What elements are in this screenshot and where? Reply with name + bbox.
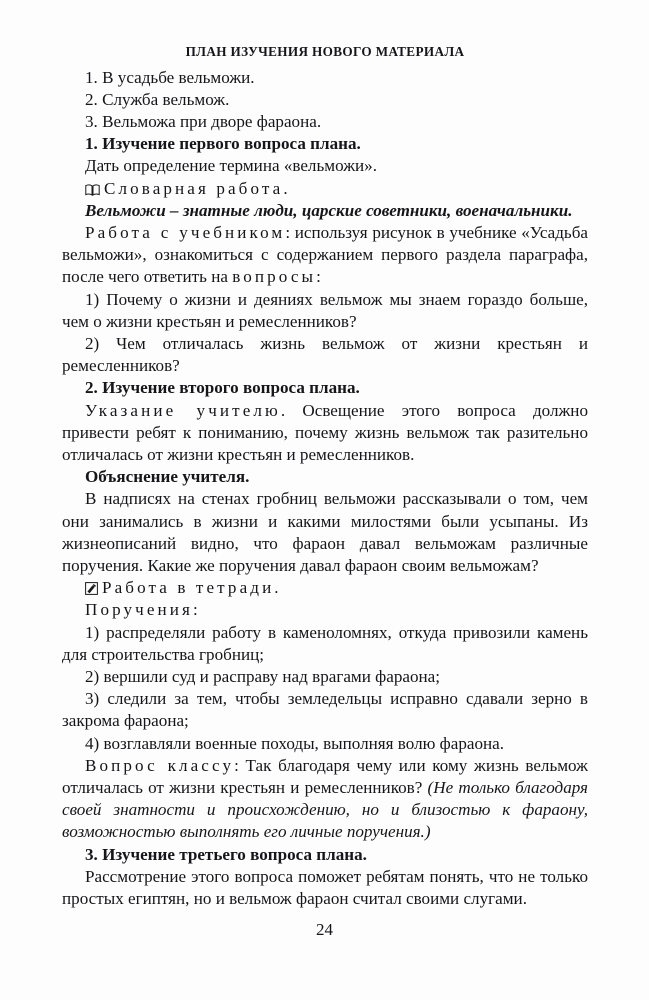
notebook-work-line	[62, 577, 588, 599]
questions-label: вопросы	[232, 267, 317, 287]
vocabulary-work-line	[62, 178, 588, 200]
assignments-label: Поручения:	[85, 600, 201, 620]
class-question-answer: (Не только благодаря своей знатности и происхождению, но и близостью к фараону, возможностью выполнять его личные поручения.)	[62, 778, 589, 842]
assignment-item-4: 4) возглавляли военные походы, выполняя волю фараона.	[85, 733, 505, 753]
explanation-heading: Объяснение учителя.	[85, 467, 250, 487]
section-heading-second-question: 2. Изучение второго вопроса плана.	[85, 378, 360, 398]
explanation-body: В надписях на стенах гробниц вельможи рассказывали о том, чем они занимались в жизни и какими милостями были усыпаны. Из жизнеописаний видно, что фараон давал вельможам различные поручения. Какие же поручения давал фараон своим вельможам?	[62, 489, 588, 575]
textbook-work-body: : используя рисунок в учебнике «Усадьба вельможи», ознакомиться с содержанием первого раздела параграфа, после чего ответить на	[62, 222, 588, 287]
class-question-label: Вопрос классу	[85, 755, 235, 775]
third-question-body: Рассмотрение этого вопроса поможет ребятам понять, что не только простых египтян, но и вельмож фараон считал своими слугами.	[62, 866, 588, 909]
textbook-work-paragraph	[62, 222, 588, 289]
page-title: ПЛАН ИЗУЧЕНИЯ НОВОГО МАТЕРИАЛА	[185, 44, 465, 59]
assignment-item-1: 1) распределяли работу в каменоломнях, откуда привозили камень для строительства гробниц;	[62, 622, 588, 664]
page-number: 24	[316, 920, 333, 939]
plan-item-2: 2. Служба вельмож.	[85, 89, 230, 109]
plan-item-3: 3. Вельможа при дворе фараона.	[85, 111, 322, 131]
section-heading-first-question: 1. Изучение первого вопроса плана.	[85, 134, 361, 154]
assignment-item-3: 3) следили за тем, чтобы земледельцы исправно сдавали зерно в закрома фараона;	[62, 689, 588, 731]
assignment-item-2: 2) вершили суд и расправу над врагами фараона;	[85, 666, 440, 686]
questions-colon: :	[316, 267, 321, 287]
notebook-pencil-icon	[85, 582, 98, 595]
vocabulary-definition: Вельможи – знатные люди, царские советники, военачальники.	[85, 200, 573, 220]
section-heading-third-question: 3. Изучение третьего вопроса плана.	[85, 844, 367, 864]
first-question-item-2: 2) Чем отличалась жизнь вельмож от жизни крестьян и ремесленников?	[62, 333, 588, 376]
textbook-work-label: Работа с учебником	[85, 222, 286, 242]
first-question-item-1: 1) Почему о жизни и деяниях вельмож мы знаем гораздо больше, чем о жизни крестьян и ремесленников?	[62, 289, 588, 331]
teacher-note-paragraph	[62, 400, 588, 467]
teacher-note-label: Указание учителю	[85, 400, 281, 420]
open-book-icon	[85, 184, 100, 196]
vocabulary-work-label: Словарная работа.	[104, 178, 291, 198]
page-content	[62, 44, 588, 910]
plan-item-1: 1. В усадьбе вельможи.	[85, 67, 255, 87]
class-question-paragraph	[62, 755, 588, 844]
teacher-note-body: . Освещение этого вопроса должно привести ребят к пониманию, почему жизнь вельмож так разительно отличалась от жизни крестьян и ремесленников.	[62, 400, 589, 464]
class-question-body: : Так благодаря чему или кому жизнь вельмож отличалась от жизни крестьян и ремесленников?	[62, 755, 588, 797]
notebook-work-label: Работа в тетради.	[102, 578, 282, 598]
first-question-instruction: Дать определение термина «вельможи».	[85, 156, 377, 176]
